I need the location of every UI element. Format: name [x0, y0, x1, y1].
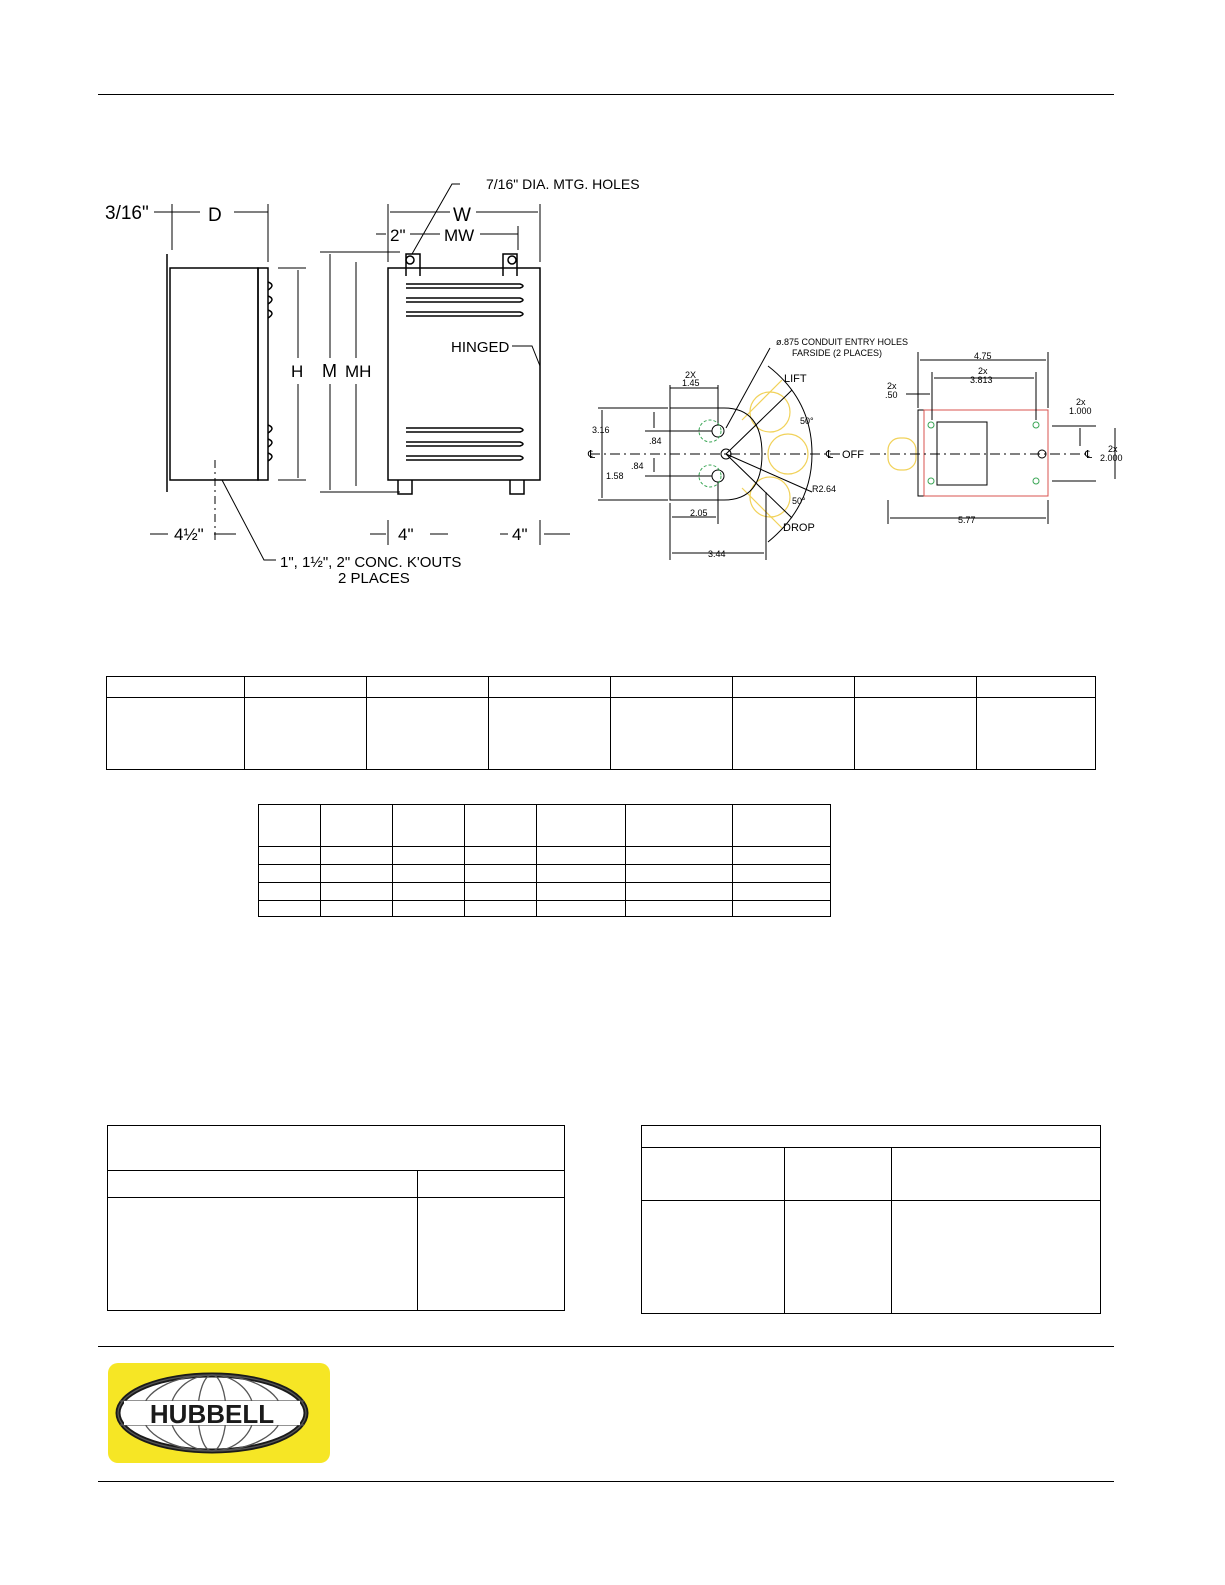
dim-50c: .50	[885, 390, 898, 400]
table3-title-cell	[108, 1126, 565, 1171]
label-off: OFF	[842, 449, 864, 461]
logo-text: HUBBELL	[149, 1399, 275, 1429]
dim-577: 5.77	[958, 515, 976, 525]
spec-table-3	[107, 1125, 565, 1311]
dim-50a: 50°	[800, 416, 814, 426]
dim-2x-e: 2x	[1108, 444, 1118, 454]
dim-84b: .84	[631, 461, 644, 471]
table4-header-cell	[642, 1148, 785, 1201]
enclosure-drawing	[100, 170, 660, 610]
dim-mount-width: MW	[444, 226, 475, 245]
table1-header-cell	[977, 677, 1096, 698]
note-mtg-holes: 7/16" DIA. MTG. HOLES	[486, 176, 640, 192]
dim-1000: 1.000	[1069, 406, 1092, 416]
table3-cell	[418, 1198, 565, 1311]
table2-header-cell	[321, 805, 393, 847]
header-rule	[98, 94, 1114, 95]
dim-height: H	[291, 362, 304, 381]
note-conduit-farside: FARSIDE (2 PLACES)	[792, 348, 883, 358]
dim-four-b: 4"	[512, 525, 528, 544]
dim-205: 2.05	[690, 508, 708, 518]
footer-rule-bottom	[98, 1481, 1114, 1482]
table3-cell	[108, 1198, 418, 1311]
dim-316: 3.16	[592, 425, 610, 435]
table4-cell	[785, 1201, 892, 1314]
table1-header-cell	[245, 677, 367, 698]
dim-m: M	[322, 361, 337, 381]
table-row	[259, 847, 831, 865]
table4-title-cell	[642, 1126, 1101, 1148]
dim-2000: 2.000	[1100, 453, 1123, 463]
spec-table-2	[258, 804, 831, 917]
label-lift: LIFT	[784, 373, 807, 385]
label-cl-b: ℄	[826, 449, 834, 461]
table-row	[259, 901, 831, 917]
table1-header-cell	[611, 677, 733, 698]
table1-header-cell	[367, 677, 489, 698]
table2-header-cell	[465, 805, 537, 847]
table-row	[259, 883, 831, 901]
table4-cell	[642, 1201, 785, 1314]
table2-header-cell	[259, 805, 321, 847]
dim-depth: D	[208, 205, 222, 226]
table1-cell	[489, 698, 611, 770]
dim-2x-d: 2x	[1076, 397, 1086, 407]
spec-table-1	[106, 676, 1096, 770]
table1-header-cell	[733, 677, 855, 698]
dim-2x-c: 2x	[887, 381, 897, 391]
dim-mount-height: MH	[345, 362, 372, 381]
dim-50b: 50°	[792, 496, 806, 506]
note-knockouts: 1", 1½", 2" CONC. K'OUTS	[280, 554, 462, 571]
table1-cell	[977, 698, 1096, 770]
note-knockouts-places: 2 PLACES	[338, 570, 410, 587]
label-cl-a: ℄	[588, 449, 596, 461]
table1-cell	[855, 698, 977, 770]
table1-header-cell	[855, 677, 977, 698]
table1-header-cell	[107, 677, 245, 698]
table2-header-cell	[537, 805, 626, 847]
table-row	[259, 865, 831, 883]
label-cl-c: ℄	[1085, 449, 1093, 461]
label-drop: DROP	[783, 522, 815, 534]
table3-header-cell	[418, 1171, 565, 1198]
switch-drawing	[585, 335, 1130, 570]
dim-gap: 3/16"	[105, 203, 149, 224]
footer-rule-top	[98, 1346, 1114, 1347]
spec-table-4	[641, 1125, 1101, 1314]
dim-r264: R2.64	[812, 484, 837, 494]
table1-cell	[733, 698, 855, 770]
table1-cell	[245, 698, 367, 770]
dim-475: 4.75	[974, 351, 992, 361]
dim-158: 1.58	[606, 471, 624, 481]
table2-header-cell	[626, 805, 733, 847]
dim-2x-b: 2x	[978, 366, 988, 376]
table2-header-cell	[733, 805, 831, 847]
table4-header-cell	[892, 1148, 1101, 1201]
dim-four-half: 4½"	[174, 525, 204, 544]
dim-four-a: 4"	[398, 525, 414, 544]
dim-84a: .84	[649, 436, 662, 446]
dim-two-inch: 2"	[390, 226, 406, 245]
table3-header-cell	[108, 1171, 418, 1198]
table4-cell	[892, 1201, 1101, 1314]
table1-cell	[611, 698, 733, 770]
dim-145: 1.45	[682, 378, 700, 388]
dim-width: W	[453, 205, 471, 226]
dim-344: 3.44	[708, 549, 726, 559]
table1-cell	[107, 698, 245, 770]
table2-header-cell	[393, 805, 465, 847]
dim-2x-a: 2X	[685, 370, 697, 380]
hubbell-logo	[108, 1363, 330, 1463]
table1-cell	[367, 698, 489, 770]
dim-3813: 3.813	[970, 375, 993, 385]
table1-header-cell	[489, 677, 611, 698]
note-hinged: HINGED	[451, 339, 510, 356]
table4-header-cell	[785, 1148, 892, 1201]
note-conduit: ø.875 CONDUIT ENTRY HOLES	[776, 337, 909, 347]
